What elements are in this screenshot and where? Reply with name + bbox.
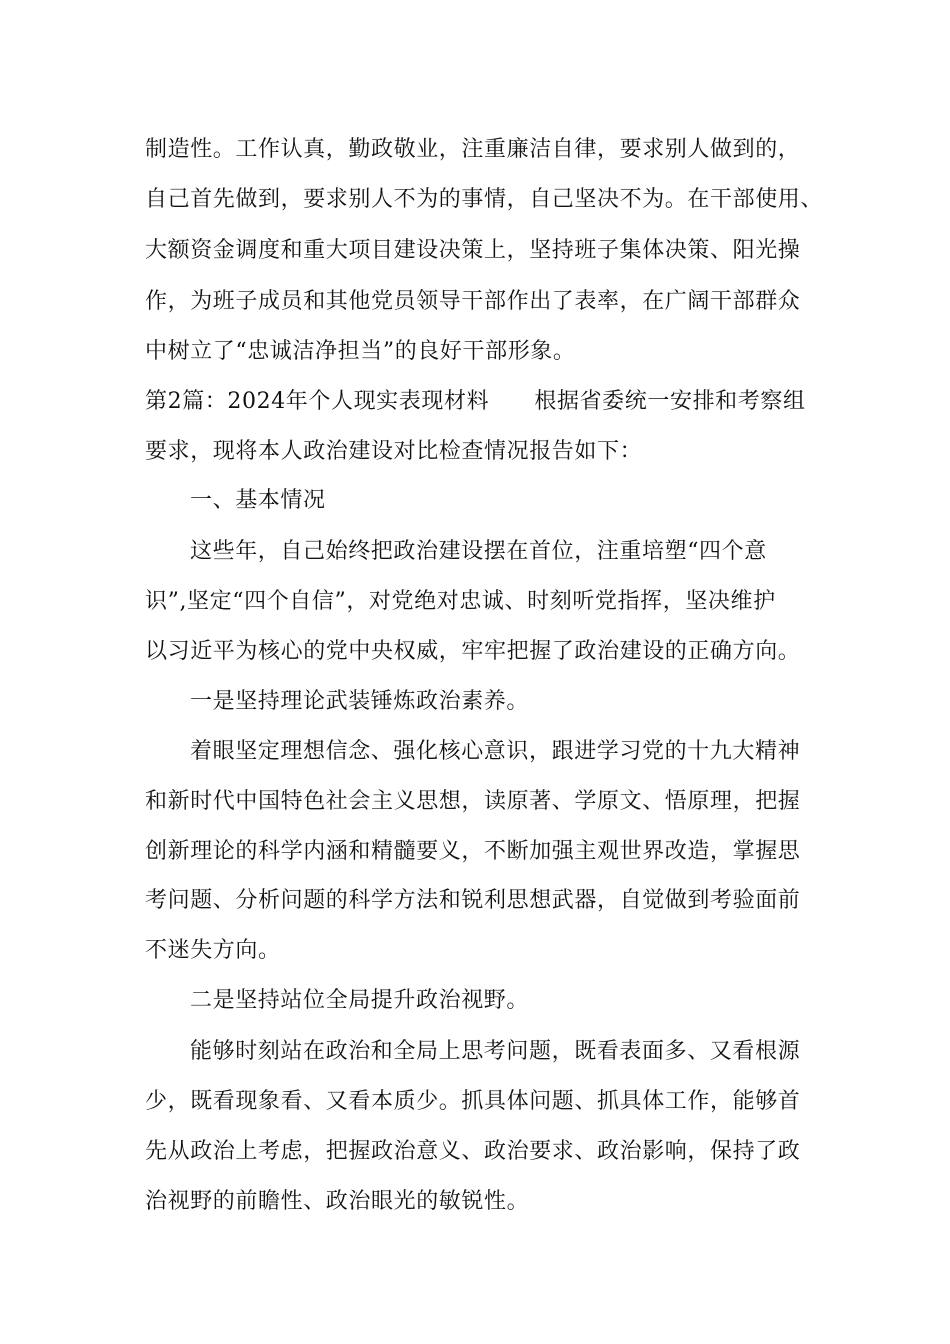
- body-text-line: 要求，现将本人政治建设对比检查情况报告如下：: [145, 439, 643, 464]
- body-text-line: 着眼坚定理想信念、强化核心意识，跟进学习党的十九大精神: [190, 739, 801, 764]
- body-text-line: 中树立了“忠诚洁净担当”的良好干部形象。: [145, 339, 576, 364]
- body-text-line: 和新时代中国特色社会主义思想，读原著、学原文、悟原理，把握: [145, 789, 801, 814]
- body-text-line: 以习近平为核心的党中央权威，牢牢把握了政治建设的正确方向。: [145, 639, 801, 664]
- body-text-line: 考问题、分析问题的科学方法和锐利思想武器，自觉做到考验面前: [145, 888, 801, 913]
- body-text-line: 治视野的前瞻性、政治眼光的敏锐性。: [145, 1189, 530, 1214]
- body-text-line: 少，既看现象看、又看本质少。抓具体问题、抓具体工作，能够首: [145, 1089, 801, 1114]
- body-text-line: 自己首先做到，要求别人不为的事情，自己坚决不为。在干部使用、: [145, 187, 824, 212]
- body-text-line: 这些年，自己始终把政治建设摆在首位，注重培塑“四个意: [190, 539, 767, 564]
- body-text-line: 能够时刻站在政治和全局上思考问题，既看表面多、又看根源: [190, 1039, 801, 1064]
- body-text-line: 作，为班子成员和其他党员领导干部作出了表率，在广阔干部群众: [145, 289, 801, 314]
- body-text-line: 识”,坚定“四个自信”，对党绝对忠诚、时刻听党指挥，坚决维护: [145, 589, 776, 614]
- body-text-line: 制造性。工作认真，勤政敬业，注重廉洁自律，要求别人做到的，: [145, 137, 801, 162]
- subsection-heading: 一是坚持理论武装锤炼政治素养。: [190, 689, 530, 714]
- subsection-heading: 二是坚持站位全局提升政治视野。: [190, 988, 530, 1013]
- body-text-line: 先从政治上考虑，把握政治意义、政治要求、政治影响，保持了政: [145, 1139, 801, 1164]
- body-text-line: 大额资金调度和重大项目建设决策上，坚持班子集体决策、阳光操: [145, 238, 801, 263]
- article-title-line: 第2篇：2024年个人现实表现材料 根据省委统一安排和考察组: [145, 389, 806, 414]
- body-text-line: 不迷失方向。: [145, 938, 281, 963]
- body-text-line: 创新理论的科学内涵和精髓要义，不断加强主观世界改造，掌握思: [145, 839, 801, 864]
- section-heading: 一、基本情况: [190, 488, 326, 513]
